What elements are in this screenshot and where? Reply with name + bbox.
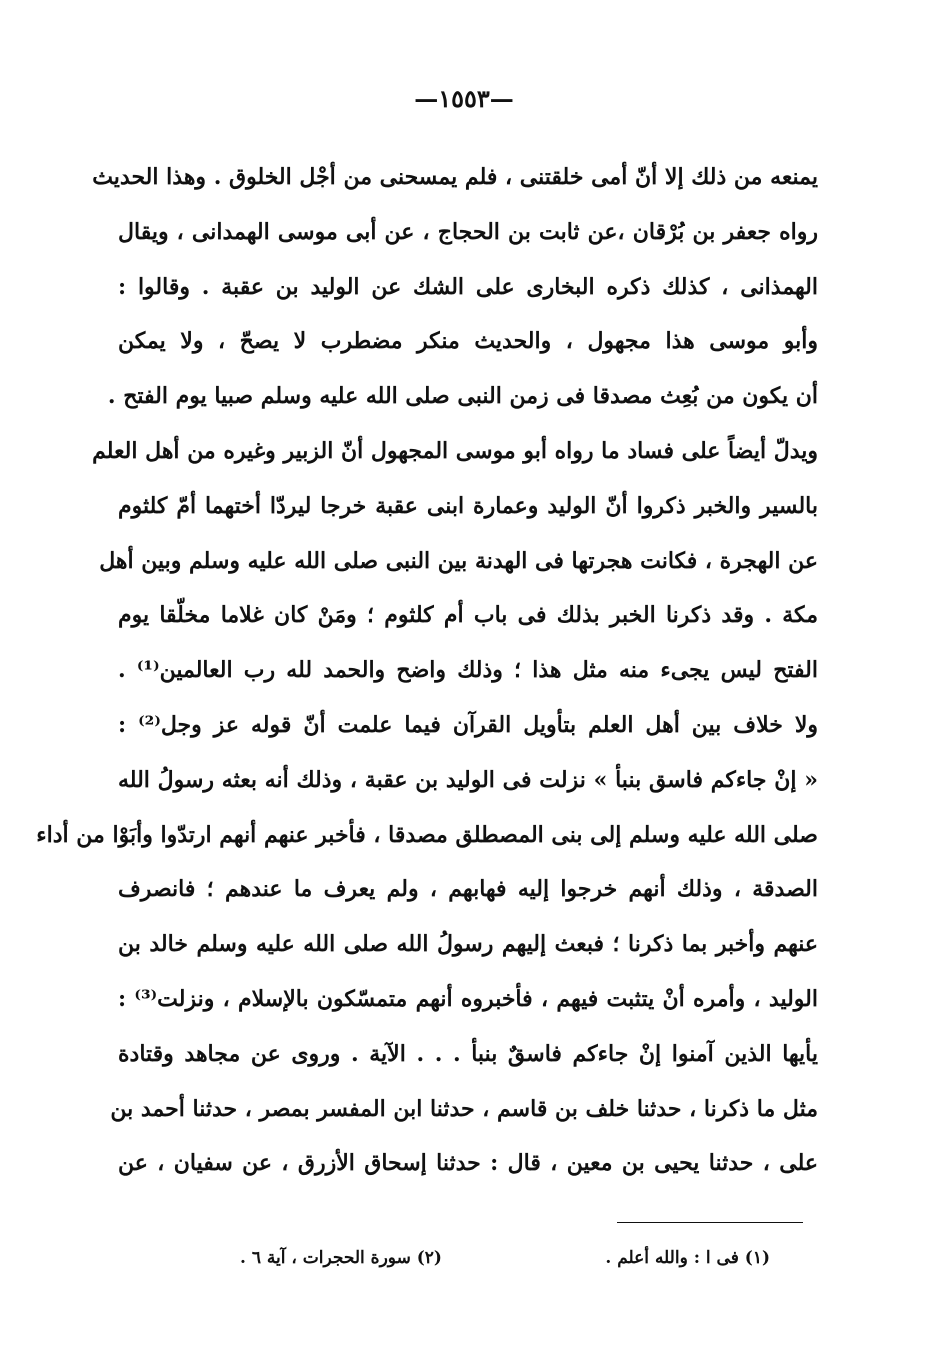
text-line: مكة . وقد ذكرنا الخبر بذلك فى باب أم كلثوم ؛ ومَنْ كان غلاما مخلّقا يوم	[118, 602, 818, 629]
text-line: عن الهجرة ، فكانت هجرتها فى الهدنة بين النبى صلى الله عليه وسلم وبين أهل	[99, 547, 818, 574]
text-line: وأبو موسى هذا مجهول ، والحديث منكر مضطرب لا يصحّ ، ولا يمكن	[118, 328, 818, 355]
footnotes	[240, 1248, 770, 1268]
text-line: أن يكون من بُعِث مصدقا فى زمن النبى صلى الله عليه وسلم صبيا يوم الفتح .	[107, 383, 818, 410]
text-line: عنهم وأخبر بما ذكرنا ؛ فبعث إليهم رسولُ الله صلى الله عليه وسلم خالد بن	[118, 931, 818, 958]
text-line: الصدقة ، وذلك أنهم خرجوا إليه فهابهم ، ولم يعرف ما عندهم ؛ فانصرف	[118, 876, 818, 903]
text-line: على ، حدثنا يحيى بن معين ، قال : حدثنا إسحاق الأزرق ، عن سفيان ، عن	[118, 1150, 818, 1177]
footnote-divider	[617, 1222, 803, 1223]
text-line: يأيها الذين آمنوا إنْ جاءكم فاسقٌ بنبأ . . . الآية . وروى عن مجاهد وقتادة	[118, 1040, 818, 1067]
text-line: يمنعه من ذلك إلا أنّ أمى خلقتنى ، فلم يمسحنى من أجْل الخلوق . وهذا الحديث	[92, 164, 818, 190]
footnote-2: (٢) سورة الحجرات ، آية ٦ .	[240, 1248, 442, 1268]
text-line: « إنْ جاءكم فاسق بنبأ » نزلت فى الوليد بن عقبة ، وذلك أنه بعثه رسولُ الله	[118, 766, 818, 793]
text-line: صلى الله عليه وسلم إلى بنى المصطلق مصدقا ، فأخبر عنهم أنهم ارتدّوا وأبَوْا من أداء	[36, 821, 818, 848]
text-line: الهمذانى ، كذلك ذكره البخارى على الشك عن الوليد بن عقبة . وقالوا :	[118, 273, 819, 300]
text-line: الفتح ليس يجىء منه مثل هذا ؛ وذلك واضح والحمد لله رب العالمين⁽¹⁾ .	[118, 657, 818, 684]
main-text	[36, 150, 819, 1191]
footnote-1: (١) فى ا : والله أعلم .	[605, 1248, 770, 1268]
text-line: ويدلّ أيضاً على فساد ما رواه أبو موسى المجهول أنّ الزبير وغيره من أهل العلم	[92, 437, 818, 464]
page-number: —١٥٥٣—	[414, 84, 514, 113]
text-line: رواه جعفر بن بُرْقان ،عن ثابت بن الحجاج ، عن أبى موسى الهمدانى ، ويقال	[118, 218, 818, 245]
text-line: بالسير والخبر ذكروا أنّ الوليد وعمارة ابنى عقبة خرجا ليردّا أختهما أمّ كلثوم	[118, 492, 818, 519]
text-line: ولا خلاف بين أهل العلم بتأويل القرآن فيما علمت أنّ قوله عز وجل⁽²⁾ :	[118, 711, 818, 738]
text-line: الوليد ، وأمره أنْ يتثبت فيهم ، فأخبروه أنهم متمسّكون بالإسلام ، ونزلت⁽³⁾ :	[118, 985, 818, 1012]
text-line: مثل ما ذكرنا ، حدثنا خلف بن قاسم ، حدثنا ابن المفسر بمصر ، حدثنا أحمد بن	[110, 1095, 818, 1122]
